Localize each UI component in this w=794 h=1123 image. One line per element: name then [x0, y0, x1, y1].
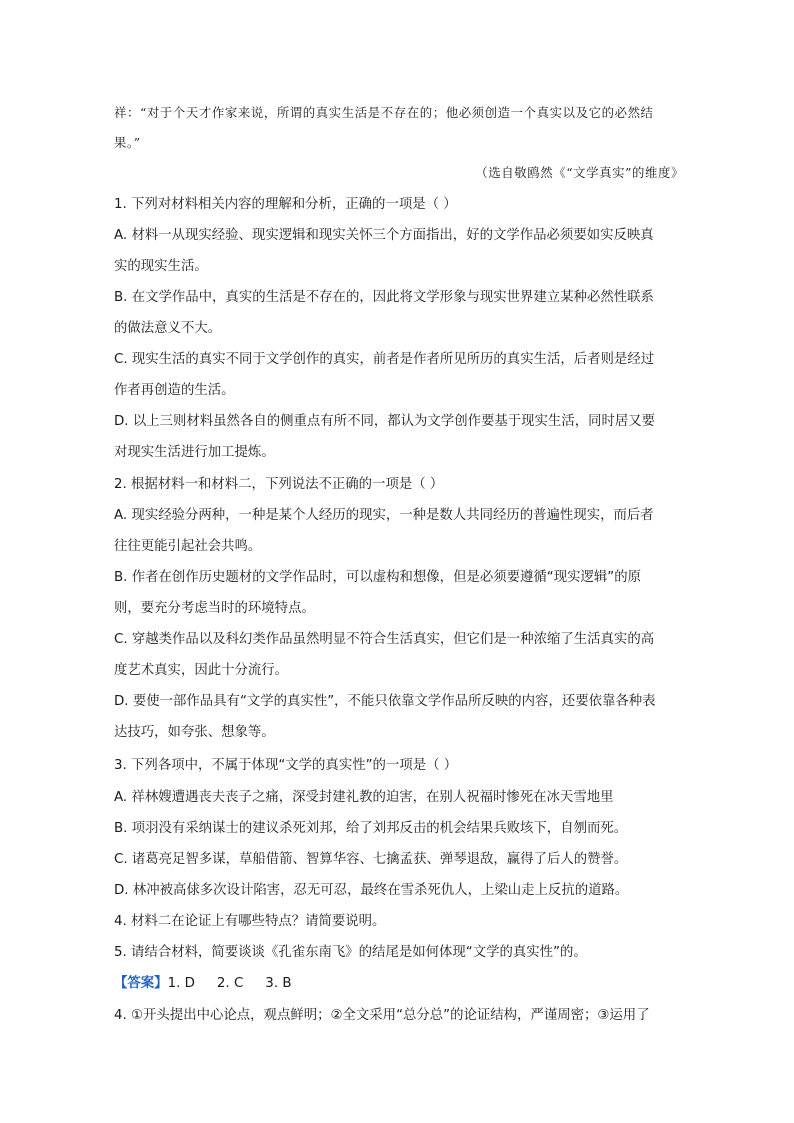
q3-option-d: D. 林冲被高俅多次设计陷害，忍无可忍，最终在雪杀死仇人，上梁山走上反抗的道路。 — [114, 883, 629, 898]
answer-1: 1. D — [167, 976, 195, 991]
q1-option-d-cont: 对现实生活进行加工提炼。 — [114, 445, 275, 460]
answer-4-line: 4. ①开头提出中心论点，观点鲜明；②全文采用“总分总”的论证结构，严谨周密；③运用了 — [114, 1008, 650, 1023]
answer-2: 2. C — [216, 976, 244, 991]
q2-option-c-cont: 度艺术真实，因此十分流行。 — [114, 663, 289, 678]
q2-option-a-cont: 往往更能引起社会共鸣。 — [114, 539, 262, 554]
question-2-stem: 2. 根据材料一和材料二，下列说法不正确的一项是（ ） — [114, 477, 444, 492]
q2-option-b-cont: 则，要充分考虑当时的环境特点。 — [114, 601, 315, 616]
quote-source: （选自敬鸥然《“文学真实”的维度》 — [475, 165, 684, 180]
q3-option-c: C. 诸葛亮足智多谋，草船借箭、智算华容、七擒孟获、弹琴退敌，赢得了后人的赞誉。 — [114, 852, 628, 867]
question-5-stem: 5. 请结合材料，简要谈谈《孔雀东南飞》的结尾是如何体现“文学的真实性”的。 — [114, 945, 587, 960]
q1-option-b: B. 在文学作品中，真实的生活是不存在的，因此将文学形象与现实世界建立某种必然性联系 — [114, 290, 654, 305]
q1-option-c: C. 现实生活的真实不同于文学创作的真实，前者是作者所见所历的真实生活，后者则是经过 — [114, 352, 655, 367]
q1-option-a-cont: 实的现实生活。 — [114, 259, 208, 274]
q3-option-b: B. 项羽没有采纳谋士的建议杀死刘邦，给了刘邦反击的机会结果兵败垓下，自刎而死。 — [114, 821, 628, 836]
answer-line — [114, 974, 684, 994]
answer-3: 3. B — [265, 976, 292, 991]
quote-line-2: 果。” — [114, 135, 141, 150]
q1-option-a: A. 材料一从现实经验、现实逻辑和现实关怀三个方面指出，好的文学作品必须要如实反映真 — [114, 228, 654, 243]
q2-option-b: B. 作者在创作历史题材的文学作品时，可以虚构和想像，但是必须要遵循“现实逻辑”的原 — [114, 570, 642, 585]
q2-option-a: A. 现实经验分两种，一种是某个人经历的现实，一种是数人共同经历的普遍性现实，而后者 — [114, 508, 654, 523]
q1-option-d: D. 以上三则材料虽然各自的侧重点有所不同，都认为文学创作要基于现实生活，同时居又要 — [114, 414, 656, 429]
q1-option-c-cont: 作者再创造的生活。 — [114, 383, 235, 398]
answer-tag: 【答案】 — [114, 976, 168, 991]
question-1-stem: 1. 下列对材料相关内容的理解和分析，正确的一项是（ ） — [114, 197, 457, 212]
q2-option-c: C. 穿越类作品以及科幻类作品虽然明显不符合生活真实，但它们是一种浓缩了生活真实的高 — [114, 632, 655, 647]
q1-option-b-cont: 的做法意义不大。 — [114, 321, 222, 336]
q2-option-d: D. 要使一部作品具有“文学的真实性”，不能只依靠文学作品所反映的内容，还要依靠各种表 — [114, 694, 656, 709]
question-3-stem: 3. 下列各项中，不属于体现“文学的真实性”的一项是（ ） — [114, 758, 458, 773]
quote-line-1: 祥：“对于个天才作家来说，所谓的真实生活是不存在的；他必须创造一个真实以及它的必然结 — [114, 105, 654, 120]
q3-option-a: A. 祥林嫂遭遇丧夫丧子之痛，深受封建礼教的迫害，在别人祝福时惨死在冰天雪地里 — [114, 790, 614, 805]
q2-option-d-cont: 达技巧，如夸张、想象等。 — [114, 725, 275, 740]
question-4-stem: 4. 材料二在论证上有哪些特点？请简要说明。 — [114, 914, 386, 929]
